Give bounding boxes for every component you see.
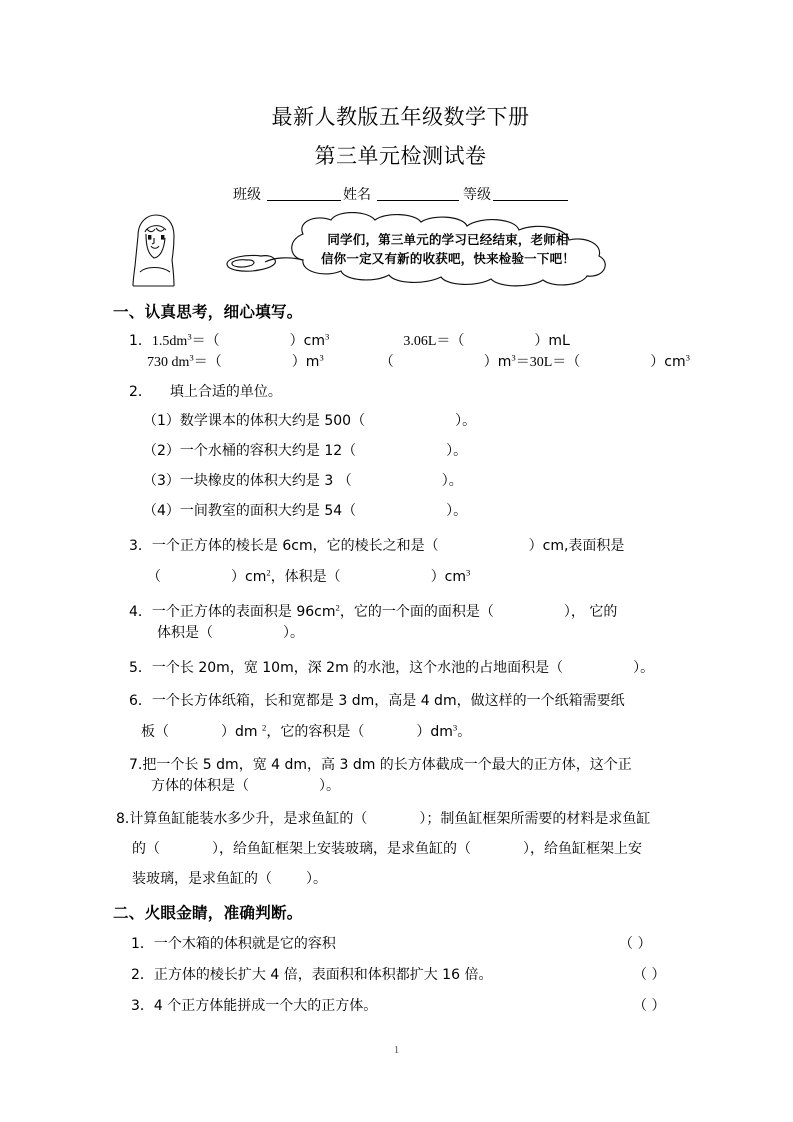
q3-unit-a: ）cm [231,568,267,585]
class-blank-field[interactable] [267,186,341,201]
q2-item-2-tail: ）。 [446,442,468,459]
student-info-line [113,184,688,204]
class-label: 班级 [233,186,261,203]
question-3 [113,536,688,588]
q7-number: 7. [129,756,143,773]
truefalse-item-3 [113,996,688,1016]
q6-sup-b: 3 [452,721,458,732]
mascot-message-line-2: 信你一定又有新的收获吧，快来检验一下吧！ [320,250,575,266]
question-6 [113,691,688,743]
question-2-item-1 [113,411,688,432]
q8-number: 8. [116,810,130,827]
q6-unit-b: ）dm [416,723,453,740]
q8-text-g: ）。 [306,870,327,887]
q8-text-c: 的（ [132,840,160,857]
q7-text-b: 方体的体积是（ [151,777,249,794]
q3-number: 3． [129,537,152,554]
q3-text-c: ，体积是（ [270,568,341,585]
tf-3-text: 4 个正方体能拼成一个大的正方体。 [153,997,378,1014]
q3-unit-b: ）cm [430,568,467,585]
question-8-line-3 [116,869,688,890]
q4-text-a: 一个正方体的表面积是 96cm [151,603,336,620]
q1-unit-b: ）mL [534,332,570,349]
q8-text-e: ），给鱼缸框架上安 [523,840,642,857]
q6-text-b: 板（ [141,723,169,740]
tf-3-answer-blank[interactable]: （ ） [633,997,666,1014]
tf-1-text: 一个木箱的体积就是它的容积 [153,935,336,952]
question-7 [113,755,688,797]
question-4 [113,602,688,644]
q6-text-d: 。 [457,723,472,740]
q4-sup-a: 2 [335,601,340,612]
q1-eq-c: ＝30L＝（ [515,354,581,370]
truefalse-item-1 [113,934,688,954]
q8-text-b: ）；制鱼缸框架所需要的材料是求鱼缸 [419,810,651,827]
q4-text-e: ）。 [283,624,304,641]
q5-text-a: 一个长 20m，宽 10m，深 2m 的水池，这个水池的占地面积是（ [151,659,564,676]
q2-stem-text: 填上合适的单位。 [169,383,282,400]
question-2-item-4 [113,501,688,522]
q1-unit-d: ）m [483,353,512,370]
q1-unit-e: ）cm [650,353,686,370]
q3-text-a: 一个正方体的棱长是 6cm，它的棱长之和是（ [151,537,439,554]
page-content [113,0,688,1016]
q4-text-d: 体积是（ [157,624,213,641]
q1-unit-c: ）m [291,353,320,370]
girl-student-illustration-icon [118,210,190,288]
tf-2-text: 正方体的棱长扩大 4 倍，表面积和体积都扩大 16 倍。 [153,966,493,983]
question-6-line-1 [129,691,688,712]
question-7-line-1 [129,755,688,776]
question-4-line-1 [129,602,688,623]
section-1-heading: 一、认真思考，细心填写。 [113,302,303,321]
question-8-line-2 [116,839,688,860]
tf-2-answer-blank[interactable]: （ ） [633,966,666,983]
q2-item-1-tail: ）。 [455,412,477,429]
q2-item-3-tail: ）。 [441,472,463,489]
q1-sup-e: 3 [511,351,516,362]
q1-sup-d: 3 [319,351,324,362]
q1-sup-f: 3 [685,351,690,362]
q1-value-b: 3.06L＝（ [403,333,465,349]
question-8 [113,809,688,890]
tf-2-number: 2． [131,966,154,983]
q2-item-4-text: （4）一间教室的面积大约是 54（ [143,502,357,519]
grade-blank-field[interactable] [493,186,568,201]
q1-number: 1． [129,332,152,349]
grade-label: 等级 [463,186,491,203]
q1-sup-a: 3 [187,330,192,341]
q1-value-a: 1.5dm [151,333,188,349]
page-number: 1 [393,1044,400,1056]
q6-text-a: 一个长方体纸箱，长和宽都是 3 dm，高是 4 dm，做这样的一个纸箱需要纸 [151,692,625,709]
q7-text-c: ）。 [319,777,340,794]
page-title: 最新人教版五年级数学下册 [271,105,530,129]
mascot-message [283,230,613,269]
q8-text-f: 装玻璃，是求鱼缸的（ [132,870,272,887]
name-label: 姓名 [343,186,371,203]
q4-text-c: ）， 它的 [563,603,618,620]
q6-sup-a: 2 [261,721,267,732]
mascot-banner [113,210,688,288]
question-5-line-1 [129,658,688,679]
truefalse-item-2 [113,965,688,985]
question-2 [113,382,688,403]
section-2-heading: 二、火眼金睛，准确判断。 [113,903,303,922]
q2-item-4-tail: ）。 [446,502,468,519]
q1-eq-a: ＝（ [191,332,220,349]
q5-text-b: ）。 [633,659,655,676]
tf-3-number: 3． [131,997,154,1014]
q1-eq-b: ＝（ [193,353,222,370]
q6-text-c: ，它的容积是（ [266,723,365,740]
q6-number: 6． [129,692,152,709]
q2-item-3-text: （3）一块橡皮的体积大约是 3 （ [143,472,352,489]
question-8-line-1 [116,809,688,830]
question-5 [113,658,688,679]
q2-item-2-text: （2）一个水桶的容积大约是 12（ [143,442,357,459]
mascot-message-line-1: 同学们，第三单元的学习已经结束，老师相 [327,231,569,247]
q1-paren-open: （ [379,353,394,370]
q3-text-b: ）cm,表面积是 [528,537,625,554]
question-2-item-3 [113,471,688,492]
question-7-line-2 [129,776,688,797]
q4-number: 4． [129,603,152,620]
q3-sup-b: 3 [466,566,471,577]
q1-unit-a: ）cm [289,332,325,349]
tf-1-number: 1． [131,935,154,952]
question-1-line-2 [129,352,688,373]
q5-number: 5． [129,659,152,676]
question-1 [113,331,688,373]
question-3-line-2 [129,567,688,588]
q1-sup-c: 3 [189,351,194,362]
q1-sup-b: 3 [325,330,330,341]
page-subtitle: 第三单元检测试卷 [314,144,487,169]
q8-text-a: 计算鱼缸能装水多少升，是求鱼缸的（ [129,810,368,827]
q2-number: 2． [129,383,152,400]
q2-item-1-text: （1）数学课本的体积大约是 500（ [143,412,366,429]
question-2-item-2 [113,441,688,462]
q7-text-a: 把一个长 5 dm，宽 4 dm，高 3 dm 的长方体截成一个最大的正方体，这个正 [142,756,632,773]
tf-1-answer-blank[interactable]: （ ） [619,935,652,952]
question-3-line-1 [129,536,688,557]
q3-paren-open: （ [147,568,161,585]
q6-unit-a: ）dm [221,723,262,740]
question-6-line-2 [129,722,688,743]
q8-text-d: ），给鱼缸框架上安装玻璃，是求鱼缸的（ [212,840,471,857]
name-blank-field[interactable] [377,186,459,201]
question-2-stem [129,382,688,403]
q4-text-b: ，它的一个面的面积是（ [339,603,494,620]
question-4-line-2 [129,623,688,644]
question-1-line-1 [129,331,688,352]
q3-sup-a: 2 [266,566,271,577]
q1-value-c: 730 dm [147,354,190,370]
